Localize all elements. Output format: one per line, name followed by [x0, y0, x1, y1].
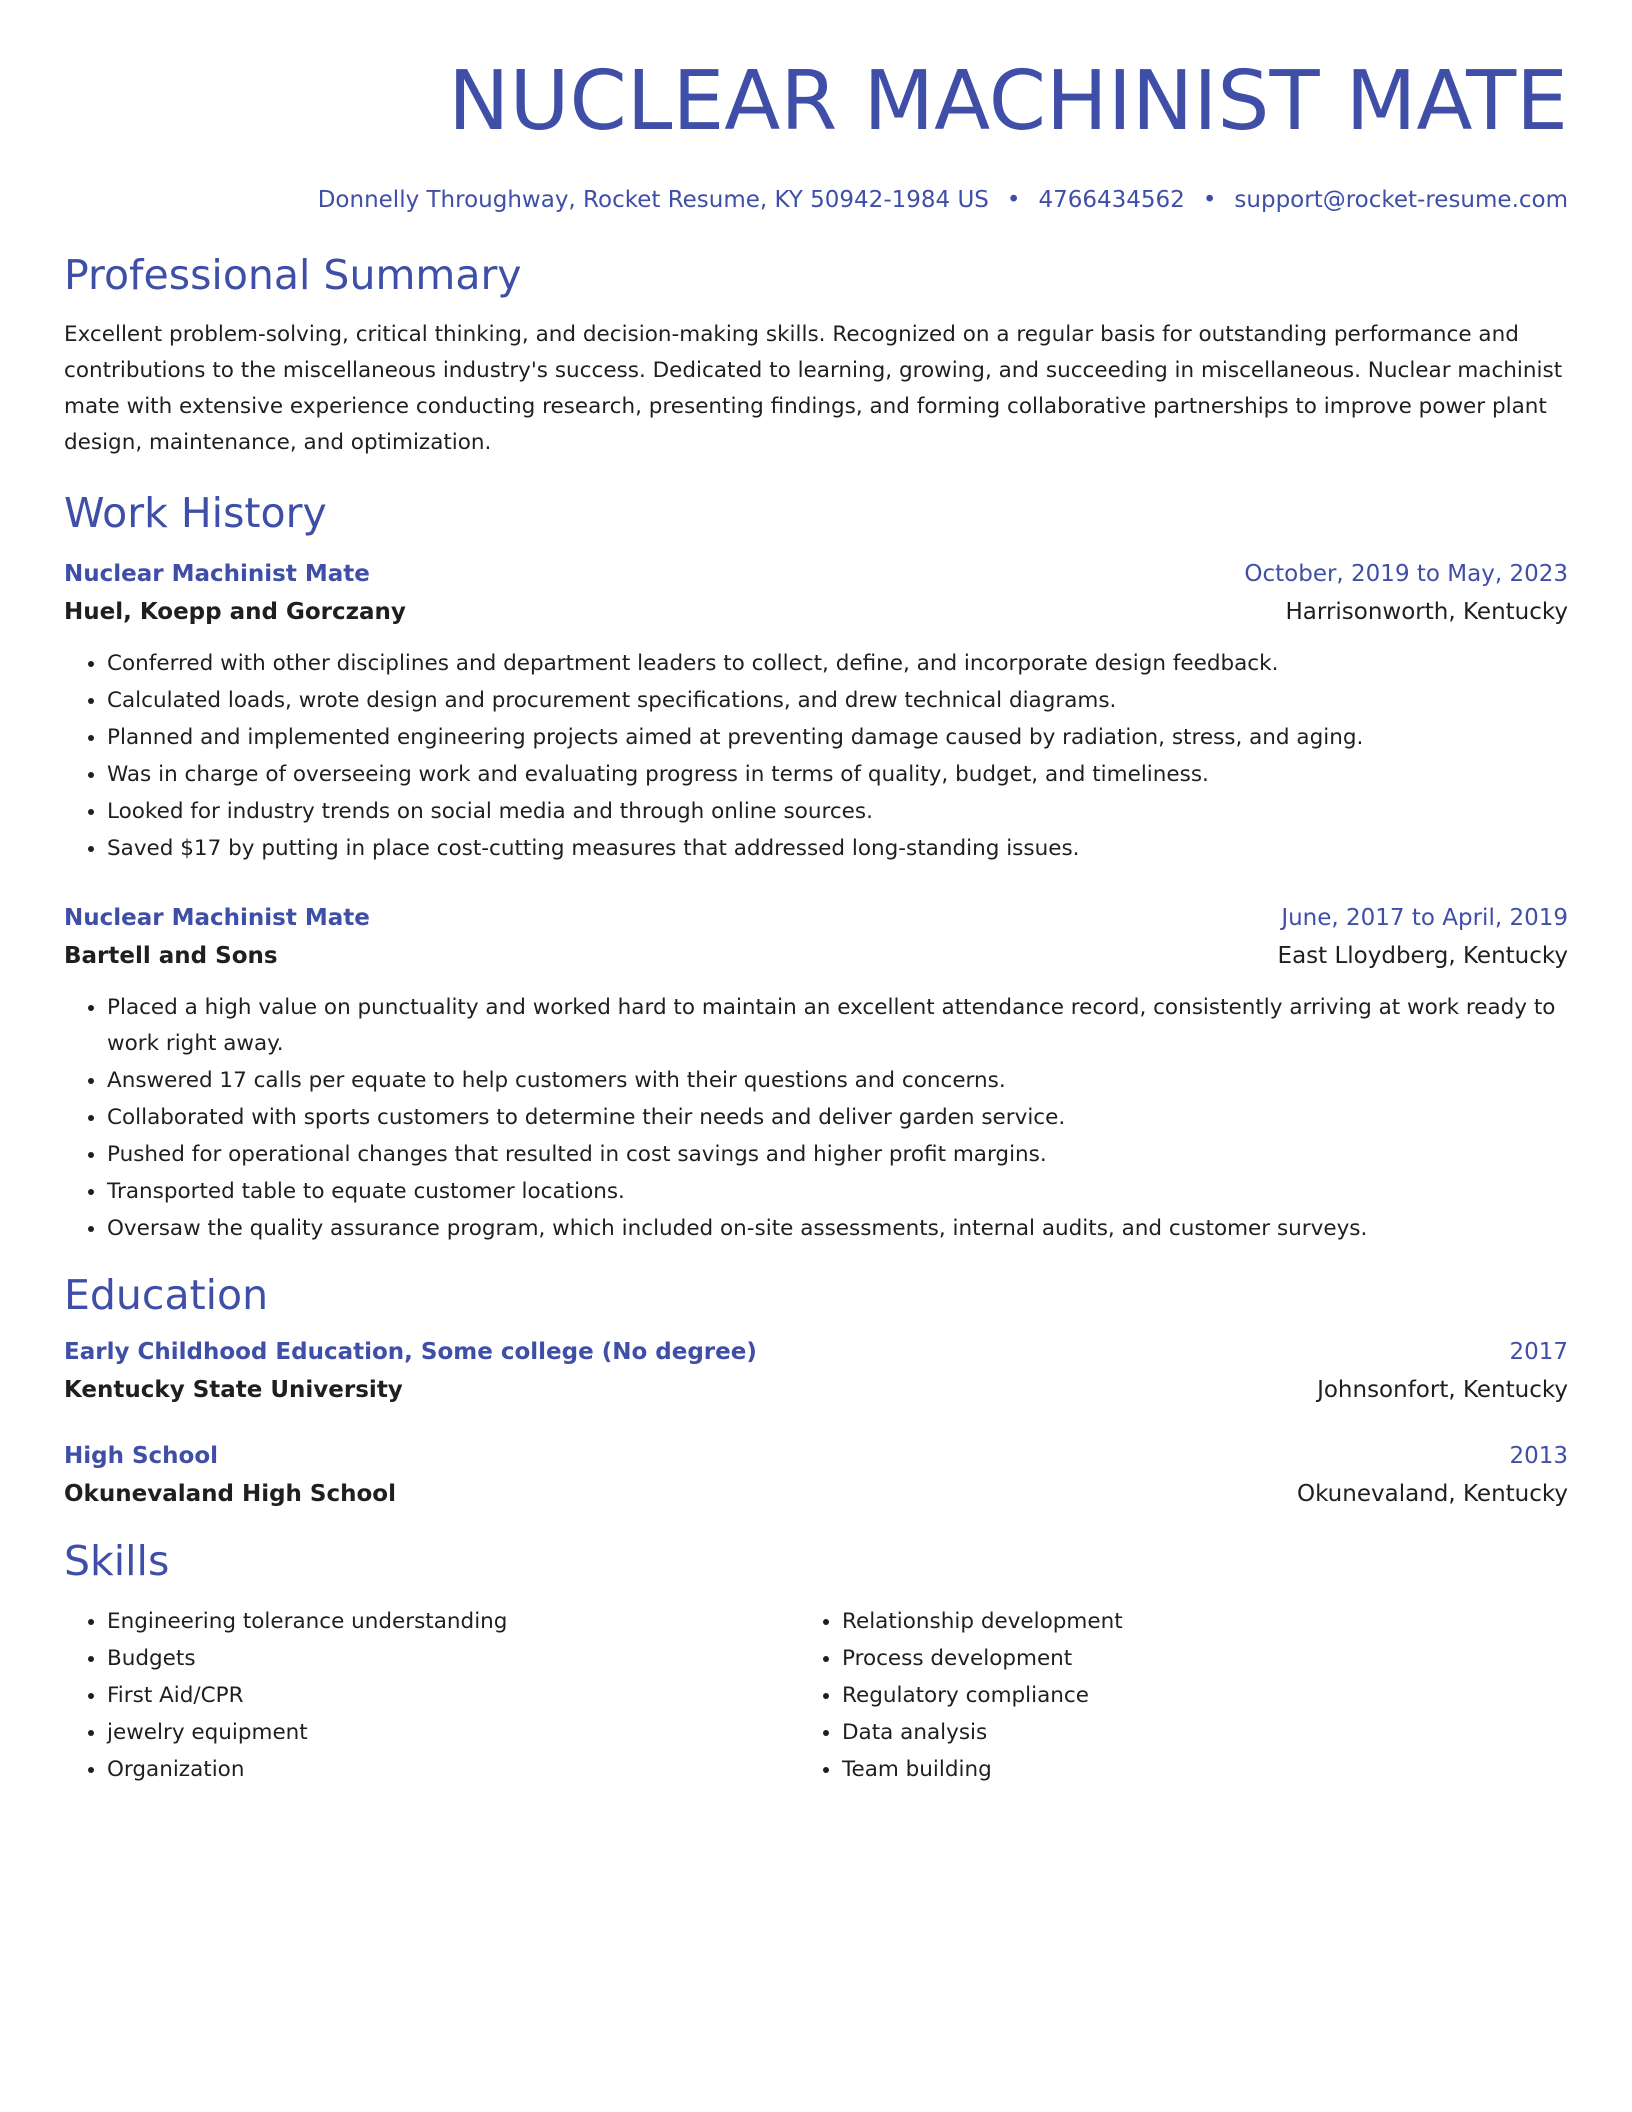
job-title: Nuclear Machinist Mate: [64, 561, 370, 587]
list-item: • First Aid/CPR: [107, 1677, 799, 1714]
job-dates: June, 2017 to April, 2019: [1281, 905, 1568, 931]
job-bullet-list: [64, 989, 1568, 1247]
list-item: • Saved $17 by putting in place cost-cutting measures that addressed long-standing issues.: [107, 830, 1568, 867]
section-heading-work-history: Work History: [64, 489, 327, 537]
list-item: • Was in charge of overseeing work and evaluating progress in terms of quality, budget, and timeliness.: [107, 756, 1568, 793]
job-company: Bartell and Sons: [64, 943, 278, 969]
resume-title: NUCLEAR MACHINIST MATE: [448, 54, 1568, 149]
education-degree: High School: [64, 1443, 219, 1469]
education-year: 2013: [1509, 1443, 1568, 1469]
contact-line: [64, 184, 1568, 216]
education-school-row: [64, 1477, 1568, 1511]
skills-grid: [64, 1603, 1568, 1788]
education-location: Okunevaland, Kentucky: [1296, 1481, 1568, 1507]
job-company-row: [64, 595, 1568, 629]
list-item: • Organization: [107, 1751, 799, 1788]
education-year: 2017: [1509, 1339, 1568, 1365]
contact-separator: •: [1202, 187, 1217, 213]
list-item: • Placed a high value on punctuality and worked hard to maintain an excellent attendance record, consistently arriving at work ready to work right away.: [107, 989, 1568, 1062]
list-item: • Collaborated with sports customers to determine their needs and deliver garden service.: [107, 1099, 1568, 1136]
list-item: • Data analysis: [842, 1714, 1534, 1751]
list-item: • Calculated loads, wrote design and procurement specifications, and drew technical diagrams.: [107, 682, 1568, 719]
list-item: • jewelry equipment: [107, 1714, 799, 1751]
contact-phone: 4766434562: [1038, 187, 1185, 213]
education-school: Kentucky State University: [64, 1377, 403, 1403]
education-degree-row: [64, 1335, 1568, 1369]
contact-separator: •: [1006, 187, 1021, 213]
list-item: • Relationship development: [842, 1603, 1534, 1640]
job-company-row: [64, 939, 1568, 973]
list-item: • Planned and implemented engineering projects aimed at preventing damage caused by radiation, stress, and aging.: [107, 719, 1568, 756]
job-entry: [64, 901, 1568, 1247]
list-item: • Transported table to equate customer locations.: [107, 1173, 1568, 1210]
list-item: • Budgets: [107, 1640, 799, 1677]
section-heading-skills: Skills: [64, 1537, 170, 1585]
list-item: • Looked for industry trends on social media and through online sources.: [107, 793, 1568, 830]
education-degree-row: [64, 1439, 1568, 1473]
job-title: Nuclear Machinist Mate: [64, 905, 370, 931]
list-item: • Engineering tolerance understanding: [107, 1603, 799, 1640]
list-item: • Answered 17 calls per equate to help customers with their questions and concerns.: [107, 1062, 1568, 1099]
section-heading-summary: Professional Summary: [64, 251, 522, 299]
list-item: • Process development: [842, 1640, 1534, 1677]
education-school-row: [64, 1373, 1568, 1407]
job-title-row: [64, 557, 1568, 591]
job-title-row: [64, 901, 1568, 935]
education-entry: [64, 1335, 1568, 1407]
education-section: [64, 1269, 1568, 1511]
skills-section: [64, 1535, 1568, 1788]
job-dates: October, 2019 to May, 2023: [1244, 561, 1568, 587]
list-item: • Conferred with other disciplines and department leaders to collect, define, and incorporate design feedback.: [107, 645, 1568, 682]
section-heading-education: Education: [64, 1271, 269, 1319]
list-item: • Pushed for operational changes that resulted in cost savings and higher profit margins.: [107, 1136, 1568, 1173]
resume-header: [64, 54, 1568, 216]
job-location: Harrisonworth, Kentucky: [1285, 599, 1568, 625]
list-item: • Oversaw the quality assurance program, which included on-site assessments, internal audits, and customer surveys.: [107, 1210, 1568, 1247]
skills-list-right: [799, 1603, 1534, 1788]
summary-section: [64, 249, 1568, 461]
contact-address: Donnelly Throughway, Rocket Resume, KY 50942-1984 US: [317, 187, 989, 213]
skills-list-left: [64, 1603, 799, 1788]
job-bullet-list: [64, 645, 1568, 867]
summary-text: Excellent problem-solving, critical thinking, and decision-making skills. Recognized on a regular basis for outstanding performance and contributions to the miscellaneous industry's success. Dedicated to learning, growing, and succeeding in miscellaneous. Nuclear machinist mate with extensive experience conducting research, presenting findings, and forming collaborative partnerships to improve power plant design, maintenance, and optimization.: [64, 322, 1563, 455]
contact-email: support@rocket-resume.com: [1234, 187, 1568, 213]
list-item: • Team building: [842, 1751, 1534, 1788]
job-entry: [64, 557, 1568, 867]
education-entry: [64, 1439, 1568, 1511]
job-location: East Lloydberg, Kentucky: [1277, 943, 1568, 969]
education-school: Okunevaland High School: [64, 1481, 396, 1507]
list-item: • Regulatory compliance: [842, 1677, 1534, 1714]
work-history-section: [64, 487, 1568, 1247]
education-location: Johnsonfort, Kentucky: [1317, 1377, 1568, 1403]
education-degree: Early Childhood Education, Some college (No degree): [64, 1339, 757, 1365]
job-company: Huel, Koepp and Gorczany: [64, 599, 406, 625]
